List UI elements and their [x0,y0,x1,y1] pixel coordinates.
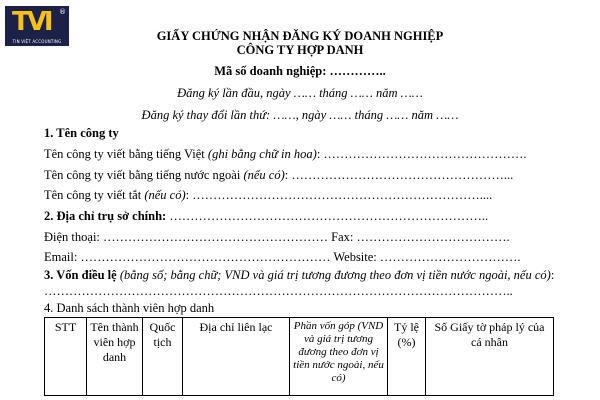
phone-fax-line: Điện thoại: ……………………………………………… Fax: ………………………………. [44,230,510,244]
vietnamese-name-label: Tên công ty viết bằng tiếng Việt [44,147,208,161]
section1-heading: 1. Tên công ty [44,126,119,140]
head-office-dots: ………………………………………………………………….. [166,209,489,223]
email-website-line: Email: …………………………………………………… Website: ……………………………. [44,250,521,264]
foreign-name-note: (nếu có) [243,168,285,182]
short-name-dots: : …………………………………………………………….... [185,188,493,202]
logo-tagline: TIN VIỆT ACCOUNTING [12,39,62,44]
column-header-legal-document: Số Giấy tờ pháp lý của cá nhân [426,318,554,396]
charter-capital-colon: : [550,268,555,282]
short-name-note: (nếu có) [144,188,186,202]
first-registration-line: Đăng ký lần đầu, ngày …… tháng …… năm …… [177,86,423,100]
column-header-capital-contribution: Phần vốn góp (VND và giá trị tương đương theo đơn vị tiền nước ngoài, nếu có) [290,318,388,396]
section2-heading: 2. Địa chỉ trụ sở chính: [44,209,167,223]
vietnamese-name-note: (ghi bằng chữ in hoa) [207,147,317,161]
section3-heading: 3. Vốn điều lệ [44,268,117,282]
charter-capital-note: (bằng số; bằng chữ; VND và giá trị tương đương theo đơn vị tiền nước ngoài, nếu có) [116,268,551,282]
document-subtitle: CÔNG TY HỢP DANH [236,43,364,57]
head-office-line [44,208,488,224]
short-name-label: Tên công ty viết tắt [44,188,145,202]
column-header-partner-name: Tên thành viên hợp danh [87,318,143,396]
table-header-row [45,318,554,396]
foreign-name-dots: : ……………………………………………... [284,168,514,182]
foreign-name-label: Tên công ty viết bằng tiếng nước ngoài [44,168,244,182]
vietnamese-name-line [44,146,527,162]
vietnamese-name-dots: : …………………………………………. [316,147,527,161]
charter-capital-line [44,267,554,283]
column-header-stt: STT [45,318,87,396]
foreign-name-line [44,167,513,183]
charter-capital-dots: ………………………………………………………………………………………………….. [44,284,513,298]
logo-mark: TVI [12,7,51,37]
partners-table [44,317,554,396]
short-name-line [44,187,492,203]
section4-heading: 4. Danh sách thành viên hợp danh [44,301,215,315]
registered-mark: ® [59,8,66,16]
enterprise-code-line: Mã số doanh nghiệp: ………….. [214,64,386,78]
column-header-nationality: Quốc tịch [143,318,183,396]
column-header-ratio: Tỷ lệ (%) [388,318,426,396]
change-registration-line: Đăng ký thay đổi lần thứ: ……, ngày …… tháng …… năm …… [141,108,459,122]
partners-table-wrapper [44,317,554,396]
column-header-contact-address: Địa chỉ liên lạc [183,318,290,396]
document-title: GIẤY CHỨNG NHẬN ĐĂNG KÝ DOANH NGHIỆP [156,29,444,43]
